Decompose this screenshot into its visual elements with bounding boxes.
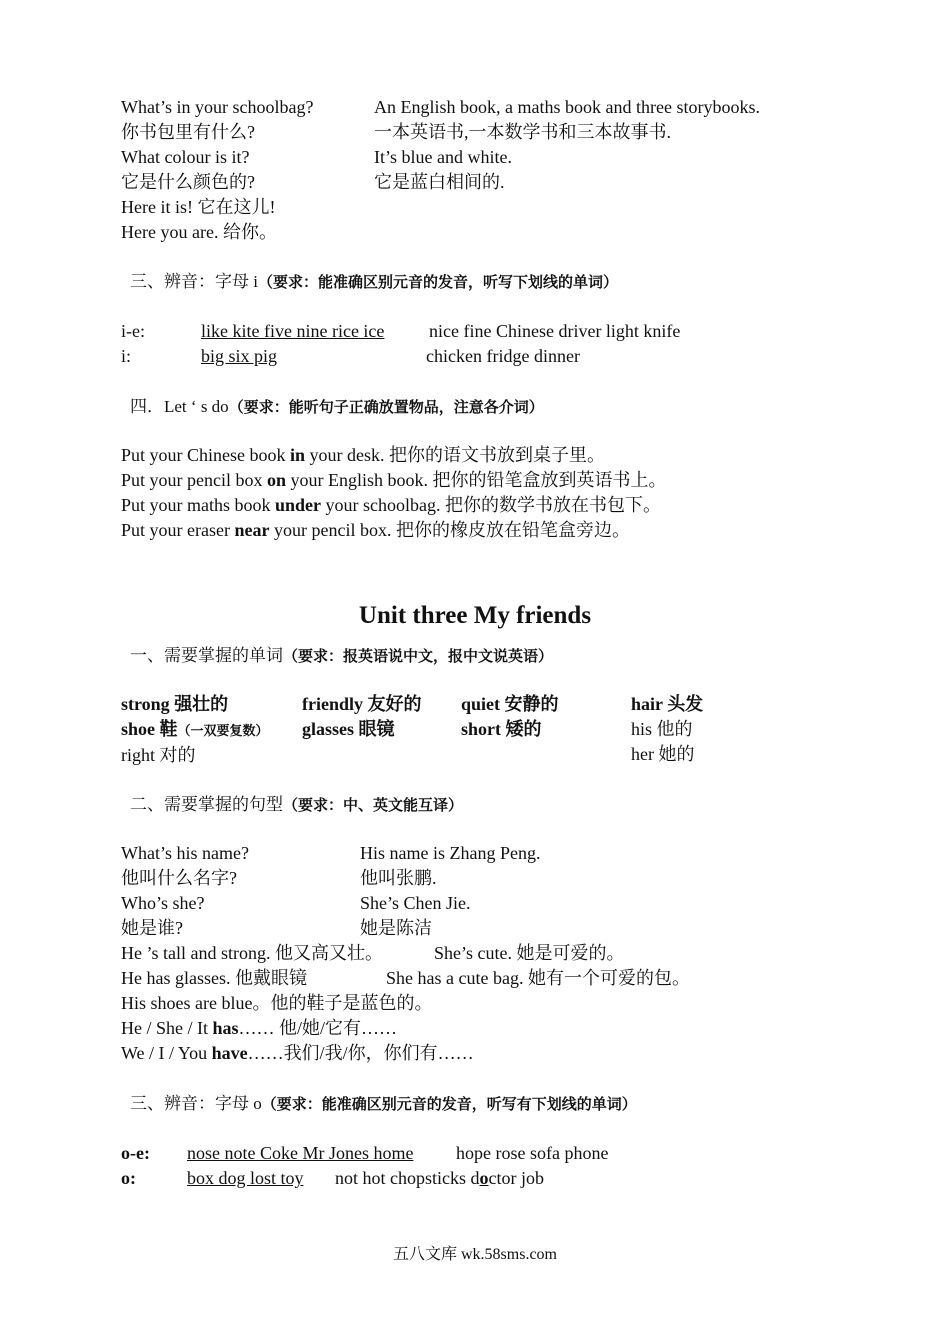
dialogue-left-column <box>121 95 313 245</box>
dialogue-line: What’s in your schoolbag? <box>121 97 314 117</box>
sentence-right-column <box>360 841 540 941</box>
phonics-other-words: hope rose sofa phone <box>456 1143 609 1163</box>
instruction-line: Put your eraser near your pencil box. 把你的橡皮放在铅笔盒旁边。 <box>121 520 630 540</box>
word-item: friendly 友好的 <box>302 694 422 714</box>
sentence-line: His name is Zhang Peng. <box>360 843 541 863</box>
phonics-underlined-words: like kite five nine rice ice <box>201 321 385 341</box>
word-item: right 对的 <box>121 745 196 765</box>
dialogue-line: 它是什么颜色的? <box>121 172 255 192</box>
dialogue-answer: It’s blue and white. <box>374 147 512 167</box>
section-heading-phonics-o: 三、辨音：字母 o（要求：能准确区别元音的发音，听写有下划线的单词） <box>130 1094 637 1113</box>
phonics-row-label: o: <box>121 1168 136 1188</box>
instruction-line: Put your Chinese book in your desk. 把你的语文书放到桌子里。 <box>121 445 606 465</box>
sentence-line: He has glasses. 他戴眼镜 <box>121 968 307 988</box>
sentence-left-column <box>121 841 249 941</box>
phonics-row-label: i-e: <box>121 321 145 341</box>
sentence-line: 她是陈洁 <box>360 918 432 938</box>
section-heading-phonics-i: 三、辨音：字母 i（要求：能准确区别元音的发音，听写下划线的单词） <box>130 272 618 291</box>
word-item: quiet 安静的 <box>461 694 559 714</box>
word-item: strong 强壮的 <box>121 694 229 714</box>
dialogue-answer: 一本英语书,一本数学书和三本故事书. <box>374 122 671 142</box>
sentence-line: She has a cute bag. 她有一个可爱的包。 <box>386 968 690 988</box>
sentence-line: She’s Chen Jie. <box>360 893 471 913</box>
phonics-underlined-words: nose note Coke Mr Jones home <box>187 1143 414 1163</box>
word-item: her 她的 <box>631 744 695 764</box>
phonics-other-words: not hot chopsticks doctor job <box>335 1168 544 1188</box>
section-heading-sentences: 二、需要掌握的句型（要求：中、英文能互译） <box>130 795 464 814</box>
sentence-line: He / She / It has…… 他/她/它有…… <box>121 1018 398 1038</box>
word-item: shoe 鞋（一双要复数） <box>121 719 269 739</box>
phonics-underlined-words: box dog lost toy <box>187 1168 304 1188</box>
phonics-row-label: i: <box>121 346 132 366</box>
sentence-line: His shoes are blue。他的鞋子是蓝色的。 <box>121 993 433 1013</box>
word-column-2 <box>302 692 422 742</box>
dialogue-answer: 它是蓝白相间的. <box>374 172 505 192</box>
sentence-line: 他叫什么名字? <box>121 868 237 888</box>
instruction-line: Put your maths book under your schoolbag. 把你的数学书放在书包下。 <box>121 495 662 515</box>
dialogue-answer: An English book, a maths book and three storybooks. <box>374 97 760 117</box>
sentence-line: 她是谁? <box>121 918 183 938</box>
dialogue-line: Here it is! 它在这儿! <box>121 197 276 217</box>
word-column-1 <box>121 692 269 768</box>
sentence-line: He ’s tall and strong. 他又高又壮。 <box>121 943 383 963</box>
word-item: his 他的 <box>631 719 693 739</box>
phonics-other-words: chicken fridge dinner <box>426 346 580 366</box>
sentence-line: 他叫张鹏. <box>360 868 437 888</box>
phonics-underlined-words: big six pig <box>201 346 278 366</box>
sentence-line: She’s cute. 她是可爱的。 <box>434 943 625 963</box>
lets-do-list <box>121 443 667 543</box>
word-column-4 <box>631 692 703 767</box>
phonics-other-words: nice fine Chinese driver light knife <box>429 321 681 341</box>
footer-watermark: 五八文库 wk.58sms.com <box>392 1246 557 1263</box>
dialogue-line: What colour is it? <box>121 147 250 167</box>
dialogue-right-column <box>374 95 760 195</box>
section-heading-lets-do: 四．Let ‘ s do（要求：能听句子正确放置物品，注意各介词） <box>130 397 544 416</box>
instruction-line: Put your pencil box on your English book. 把你的铅笔盒放到英语书上。 <box>121 470 667 490</box>
unit-title: Unit three My friends <box>358 602 592 629</box>
word-item: hair 头发 <box>631 694 704 714</box>
dialogue-line: Here you are. 给你。 <box>121 222 277 242</box>
sentence-line: What’s his name? <box>121 843 249 863</box>
sentence-line: We / I / You have……我们/我/你，你们有…… <box>121 1043 474 1063</box>
sentence-line: Who’s she? <box>121 893 205 913</box>
section-heading-words: 一、需要掌握的单词（要求：报英语说中文，报中文说英语） <box>130 646 554 665</box>
dialogue-line: 你书包里有什么? <box>121 122 255 142</box>
word-item: glasses 眼镜 <box>302 719 395 739</box>
word-column-3 <box>461 692 559 742</box>
phonics-row-label: o-e: <box>121 1143 150 1163</box>
word-item: short 矮的 <box>461 719 542 739</box>
